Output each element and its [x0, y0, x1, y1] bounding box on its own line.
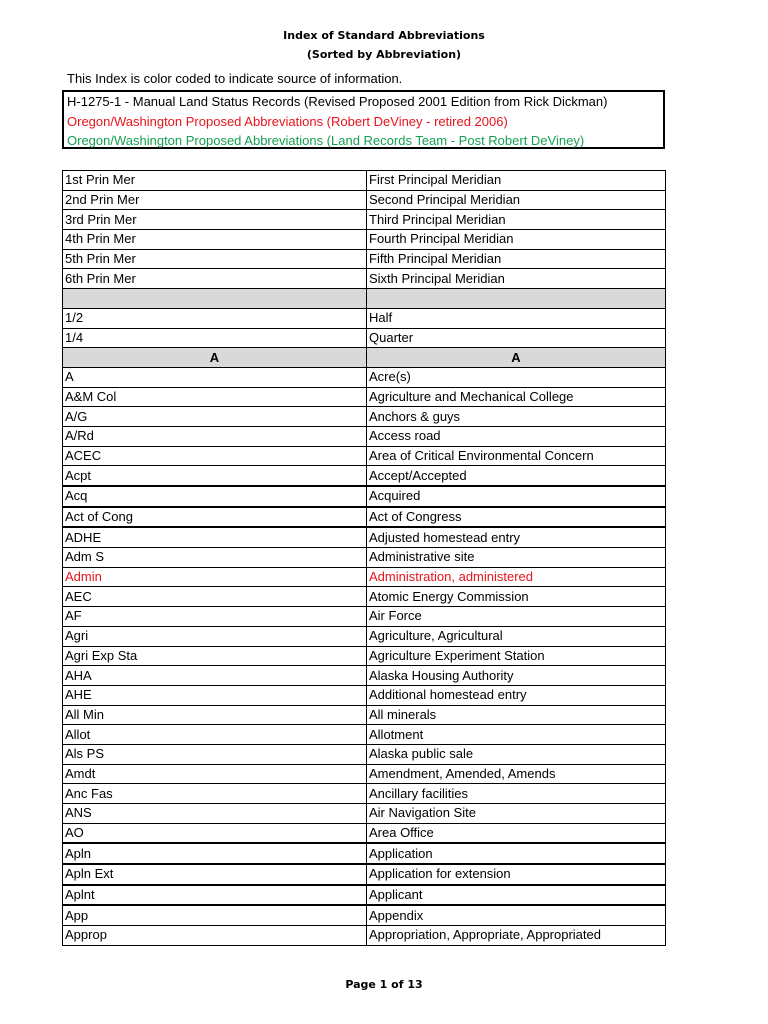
table-row: [63, 446, 666, 466]
meaning-cell: Acquired: [367, 486, 666, 507]
abbr-cell: Act of Cong: [63, 507, 367, 528]
abbr-cell: A/G: [63, 407, 367, 427]
meaning-cell: Agriculture, Agricultural: [367, 626, 666, 646]
abbr-cell: Als PS: [63, 744, 367, 764]
abbr-cell: AHA: [63, 666, 367, 686]
table-row: [63, 230, 666, 250]
meaning-cell: Quarter: [367, 328, 666, 348]
meaning-cell: Fourth Principal Meridian: [367, 230, 666, 250]
meaning-cell: Anchors & guys: [367, 407, 666, 427]
meaning-cell: Atomic Energy Commission: [367, 587, 666, 607]
table-row: [63, 466, 666, 486]
table-row: [63, 567, 666, 587]
abbr-cell: 6th Prin Mer: [63, 269, 367, 289]
table-row: [63, 926, 666, 946]
abbr-cell: Acq: [63, 486, 367, 507]
legend-line-deviney: Oregon/Washington Proposed Abbreviations (Robert DeViney - retired 2006): [67, 113, 508, 129]
abbr-cell: ACEC: [63, 446, 367, 466]
meaning-cell: All minerals: [367, 705, 666, 725]
abbr-cell: A&M Col: [63, 387, 367, 407]
table-row: [63, 646, 666, 666]
table-row: [63, 784, 666, 804]
meaning-cell: Act of Congress: [367, 507, 666, 528]
table-row: [63, 666, 666, 686]
meaning-cell: Alaska public sale: [367, 744, 666, 764]
abbr-cell: All Min: [63, 705, 367, 725]
meaning-cell: Fifth Principal Meridian: [367, 249, 666, 269]
table-row: [63, 843, 666, 864]
abbreviations-table: [62, 170, 666, 946]
abbr-cell: 1st Prin Mer: [63, 171, 367, 191]
abbr-cell: A/Rd: [63, 426, 367, 446]
meaning-cell: Administrative site: [367, 548, 666, 568]
meaning-cell: Applicant: [367, 885, 666, 906]
section-header-row: [63, 348, 666, 368]
abbr-cell: AEC: [63, 587, 367, 607]
table-row: [63, 626, 666, 646]
separator-row: [63, 289, 666, 309]
meaning-cell: Agriculture Experiment Station: [367, 646, 666, 666]
table-row: [63, 269, 666, 289]
abbr-cell: 5th Prin Mer: [63, 249, 367, 269]
meaning-cell: Amendment, Amended, Amends: [367, 764, 666, 784]
abbr-cell: AF: [63, 607, 367, 627]
page-title: Index of Standard Abbreviations: [283, 29, 485, 42]
meaning-cell: Area of Critical Environmental Concern: [367, 446, 666, 466]
meaning-cell: Air Force: [367, 607, 666, 627]
abbr-cell: Agri Exp Sta: [63, 646, 367, 666]
table-row: [63, 548, 666, 568]
meaning-cell: Acre(s): [367, 367, 666, 387]
table-row: [63, 864, 666, 885]
table-row: [63, 387, 666, 407]
meaning-cell: Accept/Accepted: [367, 466, 666, 486]
abbr-cell: 1/2: [63, 308, 367, 328]
meaning-cell: Second Principal Meridian: [367, 190, 666, 210]
abbr-cell: Admin: [63, 567, 367, 587]
table-row: [63, 367, 666, 387]
meaning-cell: Ancillary facilities: [367, 784, 666, 804]
section-letter: A: [367, 348, 666, 368]
table-row: [63, 905, 666, 925]
abbr-cell: ANS: [63, 804, 367, 824]
legend-line-manual: H-1275-1 - Manual Land Status Records (Revised Proposed 2001 Edition from Rick Dickman): [67, 94, 608, 109]
meaning-cell: Alaska Housing Authority: [367, 666, 666, 686]
table-row: [63, 328, 666, 348]
table-row: [63, 744, 666, 764]
table-row: [63, 804, 666, 824]
abbr-cell: [63, 289, 367, 309]
table-row: [63, 705, 666, 725]
table-row: [63, 685, 666, 705]
table-row: [63, 507, 666, 528]
legend-line-land-records-team: Oregon/Washington Proposed Abbreviations (Land Records Team - Post Robert DeViney): [67, 133, 585, 148]
table-row: [63, 308, 666, 328]
abbr-cell: Agri: [63, 626, 367, 646]
meaning-cell: [367, 289, 666, 309]
meaning-cell: Additional homestead entry: [367, 685, 666, 705]
abbr-cell: 4th Prin Mer: [63, 230, 367, 250]
abbr-cell: Allot: [63, 725, 367, 745]
table-row: [63, 190, 666, 210]
table-row: [63, 725, 666, 745]
meaning-cell: First Principal Meridian: [367, 171, 666, 191]
table-row: [63, 486, 666, 507]
table-row: [63, 426, 666, 446]
abbr-cell: 1/4: [63, 328, 367, 348]
meaning-cell: Application for extension: [367, 864, 666, 885]
table-row: [63, 823, 666, 843]
meaning-cell: Application: [367, 843, 666, 864]
abbr-cell: Apln: [63, 843, 367, 864]
table-row: [63, 885, 666, 906]
abbr-cell: Anc Fas: [63, 784, 367, 804]
table-row: [63, 210, 666, 230]
abbr-cell: Apln Ext: [63, 864, 367, 885]
abbr-cell: AHE: [63, 685, 367, 705]
abbr-cell: App: [63, 905, 367, 925]
abbr-cell: Approp: [63, 926, 367, 946]
table-row: [63, 764, 666, 784]
color-legend: [62, 90, 665, 149]
intro-text: This Index is color coded to indicate source of information.: [67, 71, 403, 86]
meaning-cell: Administration, administered: [367, 567, 666, 587]
meaning-cell: Adjusted homestead entry: [367, 527, 666, 547]
table-row: [63, 587, 666, 607]
table-row: [63, 249, 666, 269]
table-row: [63, 607, 666, 627]
meaning-cell: Third Principal Meridian: [367, 210, 666, 230]
meaning-cell: Sixth Principal Meridian: [367, 269, 666, 289]
abbr-cell: ADHE: [63, 527, 367, 547]
page-subtitle: (Sorted by Abbreviation): [306, 48, 462, 61]
meaning-cell: Appendix: [367, 905, 666, 925]
abbr-cell: Aplnt: [63, 885, 367, 906]
table-row: [63, 527, 666, 547]
meaning-cell: Agriculture and Mechanical College: [367, 387, 666, 407]
meaning-cell: Access road: [367, 426, 666, 446]
meaning-cell: Area Office: [367, 823, 666, 843]
section-letter: A: [63, 348, 367, 368]
abbr-cell: Acpt: [63, 466, 367, 486]
meaning-cell: Air Navigation Site: [367, 804, 666, 824]
abbr-cell: Adm S: [63, 548, 367, 568]
abbr-cell: 2nd Prin Mer: [63, 190, 367, 210]
abbr-cell: Amdt: [63, 764, 367, 784]
table-row: [63, 171, 666, 191]
abbr-cell: 3rd Prin Mer: [63, 210, 367, 230]
meaning-cell: Half: [367, 308, 666, 328]
meaning-cell: Allotment: [367, 725, 666, 745]
page-number: Page 1 of 13: [345, 978, 423, 991]
table-row: [63, 407, 666, 427]
abbr-cell: A: [63, 367, 367, 387]
abbr-cell: AO: [63, 823, 367, 843]
meaning-cell: Appropriation, Appropriate, Appropriated: [367, 926, 666, 946]
